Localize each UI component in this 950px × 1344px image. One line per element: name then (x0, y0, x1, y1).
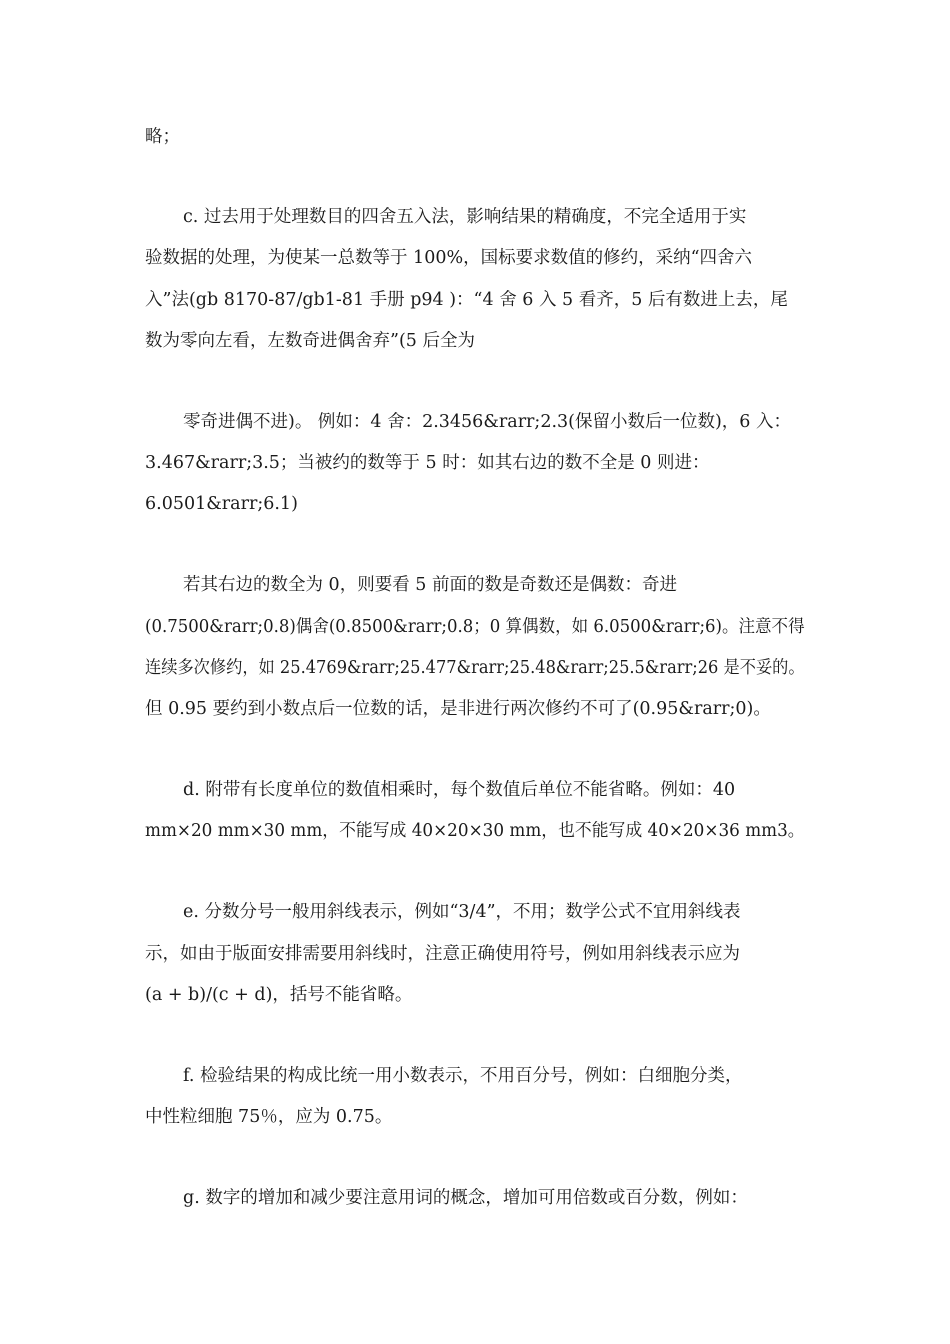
text-line: 中性粒细胞 75％，应为 0.75。 (145, 1107, 393, 1127)
text-line: 示，如由于版面安排需要用斜线时，注意正确使用符号，例如用斜线表示应为 (145, 944, 740, 964)
text-line: (0.7500&rarr;0.8)偶舍(0.8500&rarr;0.8；0 算偶数，如 6.0500&rarr;6)。注意不得 (145, 617, 805, 637)
text-line: mm×20 mm×30 mm，不能写成 40×20×30 mm，也不能写成 40×20×36 mm3。 (145, 821, 805, 841)
text-line: 验数据的处理，为使某一总数等于 100%，国标要求数值的修约，采纳“四舍六 (145, 248, 753, 268)
text-line: 若其右边的数全为 0，则要看 5 前面的数是奇数还是偶数：奇进 (183, 575, 677, 595)
text-line: 入”法(gb 8170-87/gb1-81 手册 p94 )：“4 舍 6 入 5 看齐，5 后有数进上去，尾 (145, 290, 788, 310)
text-line: 6.0501&rarr;6.1) (145, 494, 298, 514)
text-line: e. 分数分号一般用斜线表示，例如“3/4”，不用；数学公式不宜用斜线表 (183, 902, 741, 922)
text-line: c. 过去用于处理数目的四舍五入法，影响结果的精确度，不完全适用于实 (183, 207, 747, 227)
text-line: g. 数字的增加和减少要注意用词的概念，增加可用倍数或百分数，例如： (183, 1188, 748, 1208)
text-line: 连续多次修约，如 25.4769&rarr;25.477&rarr;25.48&rarr;25.5&rarr;26 是不妥的。 (145, 658, 805, 678)
text-line: 略； (145, 127, 180, 147)
text-line: f. 检验结果的构成比统一用小数表示，不用百分号，例如：白细胞分类， (183, 1066, 743, 1086)
text-line: 零奇进偶不进)。 例如：4 舍：2.3456&rarr;2.3(保留小数后一位数)，6 入： (183, 412, 792, 432)
text-line: 但 0.95 要约到小数点后一位数的话，是非进行两次修约不可了(0.95&rarr;0)。 (145, 699, 771, 719)
text-line: (a + b)/(c + d)，括号不能省略。 (145, 985, 413, 1005)
text-line: 3.467&rarr;3.5；当被约的数等于 5 时：如其右边的数不全是 0 则进： (145, 453, 710, 473)
text-line: 数为零向左看，左数奇进偶舍弃”(5 后全为 (145, 331, 475, 351)
text-line: d. 附带有长度单位的数值相乘时，每个数值后单位不能省略。例如：40 (183, 780, 736, 800)
